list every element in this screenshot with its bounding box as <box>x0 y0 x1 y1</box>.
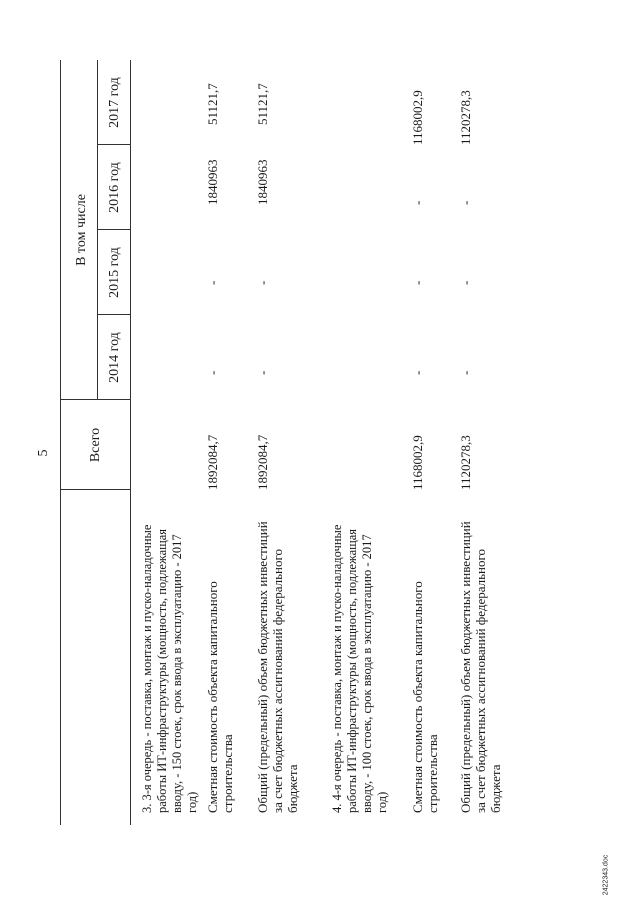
row-value-2014: - <box>205 370 220 375</box>
row-value-total: 1120278,3 <box>458 435 473 490</box>
budget-table <box>60 60 600 825</box>
row-value-total: 1892084,7 <box>205 434 220 490</box>
row-value-2015: - <box>410 280 425 285</box>
header-year-2014: 2014 год <box>107 332 122 383</box>
row-value-2017: 51121,7 <box>205 83 220 125</box>
header-total: Всего <box>88 427 103 463</box>
row-value-2017: 1168002,9 <box>410 90 425 145</box>
row-label-stage3-estimated-cost: Сметная стоимость объекта капитального строительства <box>205 581 235 813</box>
row-value-2016: 1840963 <box>255 159 270 205</box>
row-value-2017: 1120278,3 <box>458 90 473 145</box>
table-top-border <box>60 60 61 825</box>
row-label-stage4-estimated-cost: Сметная стоимость объекта капитального строительства <box>410 581 440 813</box>
row-label-stage4: 4. 4-я очередь - поставка, монтаж и пуско-наладочные работы ИТ-инфраструктуры (мощность, подлежащая вводу, - 100 стоек, срок ввода в эксплуатацию - 2017 год) <box>330 524 389 813</box>
row-label-stage4-budget-investment: Общий (предельный) объем бюджетных инвестиций за счет бюджетных ассигнований федерального бюджета <box>458 521 503 813</box>
row-value-2014: - <box>458 370 473 375</box>
footer-filename: 2422343.doc <box>602 854 610 896</box>
header-year-2017: 2017 год <box>107 77 122 128</box>
row-value-2015: - <box>458 280 473 285</box>
including-underline <box>97 60 98 400</box>
header-year-2015: 2015 год <box>107 247 122 298</box>
row-value-2016: 1840963 <box>205 159 220 205</box>
row-value-2014: - <box>410 370 425 375</box>
row-value-2017: 51121,7 <box>255 83 270 125</box>
header-including: В том числе <box>74 194 89 266</box>
row-value-2015: - <box>255 280 270 285</box>
row-value-2016: - <box>410 200 425 205</box>
row-label-stage3: 3. 3-я очередь - поставка, монтаж и пуско-наладочные работы ИТ-инфраструктуры (мощность, подлежащая вводу, - 150 стоек, срок ввода в эксплуатацию - 2017 год) <box>140 524 199 813</box>
page-number: 5 <box>36 449 51 457</box>
row-value-2014: - <box>255 370 270 375</box>
row-label-stage3-budget-investment: Общий (предельный) объем бюджетных инвестиций за счет бюджетных ассигнований федерального бюджета <box>255 521 300 813</box>
row-value-2015: - <box>205 280 220 285</box>
header-year-2016: 2016 год <box>107 162 122 213</box>
row-value-2016: - <box>458 200 473 205</box>
row-value-total: 1892084,7 <box>255 434 270 490</box>
row-value-total: 1168002,9 <box>410 435 425 490</box>
header-bottom-border <box>130 60 131 825</box>
